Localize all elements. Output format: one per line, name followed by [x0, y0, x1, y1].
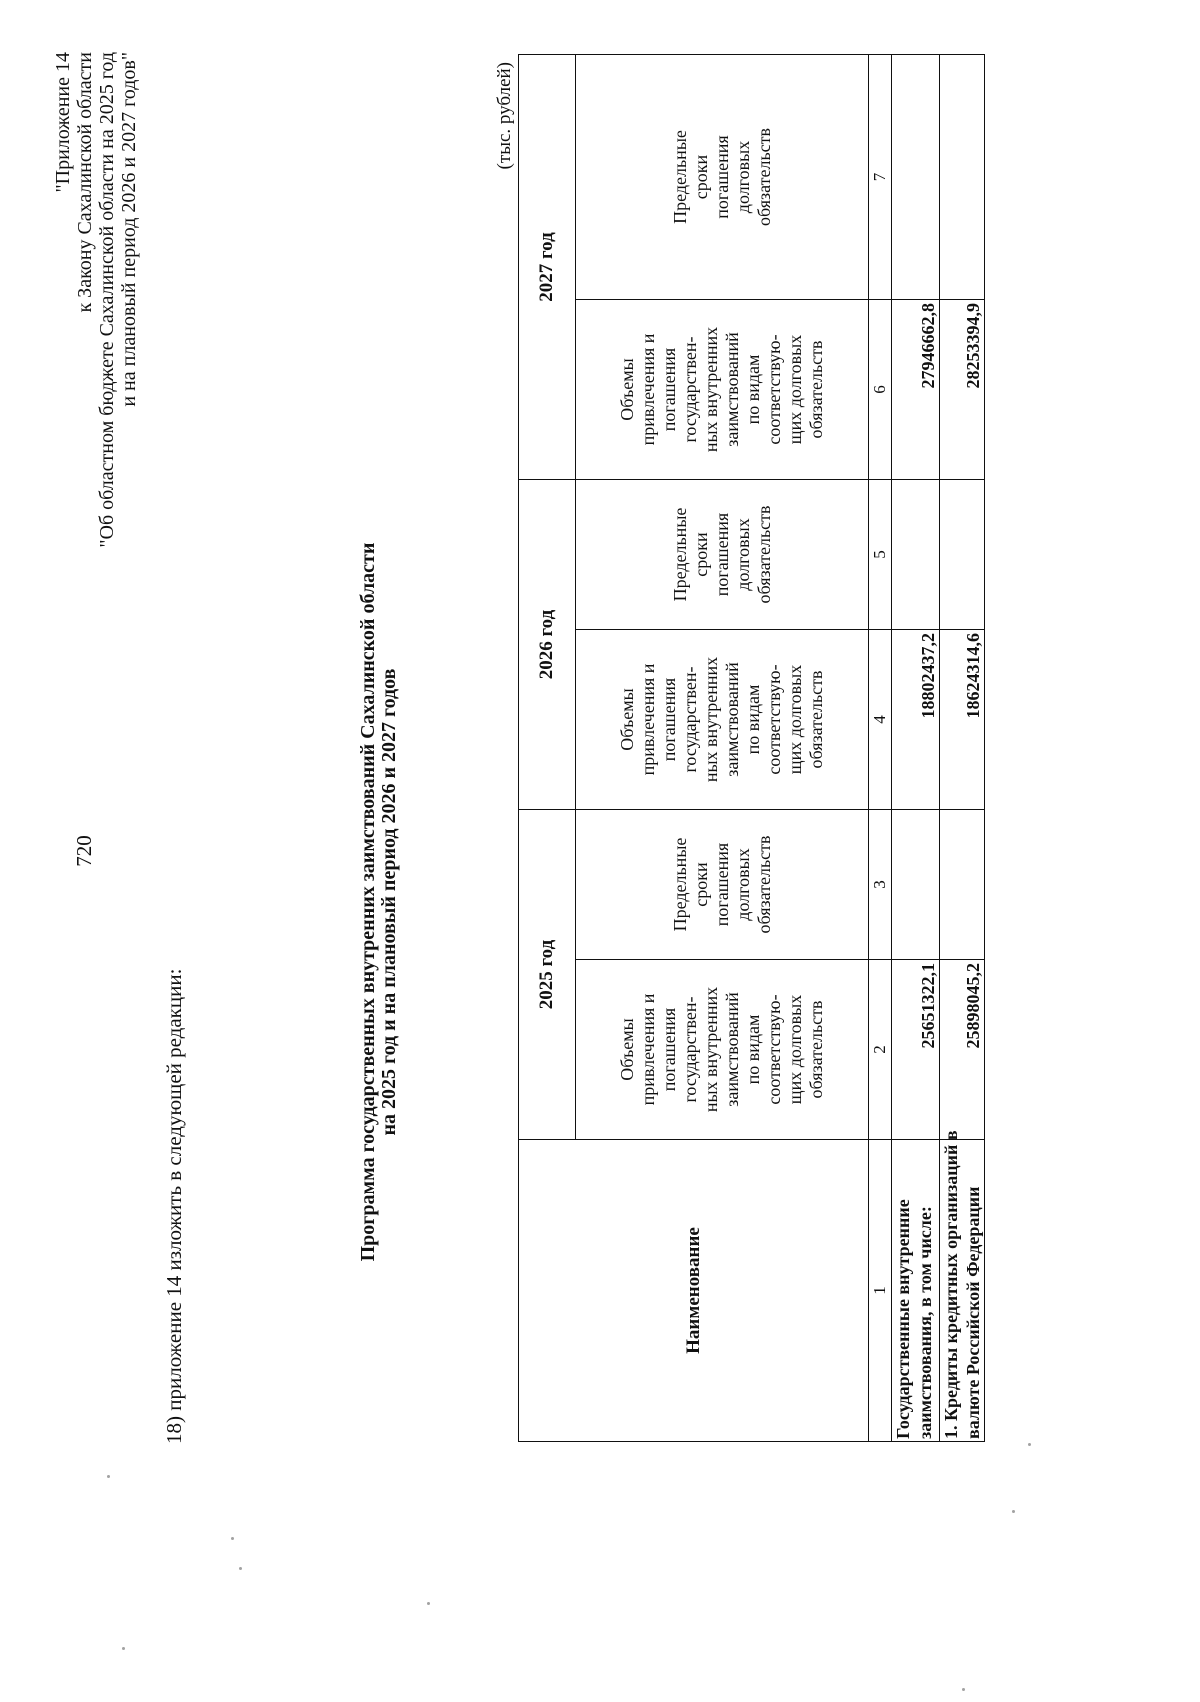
- column-number: 6: [869, 300, 892, 480]
- appendix-line: и на плановый период 2026 и 2027 годов": [118, 52, 140, 407]
- subheader-volumes-2027: Объемы привлечения и погашения государствен- ных внутренних заимствований по видам соответствую- щих долговых обязательств: [576, 300, 869, 480]
- term-2025: [940, 810, 985, 960]
- subheader-terms-2026: Предельные сроки погашения долговых обязательств: [576, 480, 869, 630]
- value-2026: 18802437,2: [892, 630, 940, 810]
- units-note: (тыс. рублей): [494, 62, 515, 170]
- appendix-line: "Об областном бюджете Сахалинской области на 2025 год: [96, 52, 118, 548]
- subheader-volumes-2026: Объемы привлечения и погашения государствен- ных внутренних заимствований по видам соответствую- щих долговых обязательств: [576, 630, 869, 810]
- program-title-line: на 2025 год и на плановый период 2026 и 2027 годов: [378, 668, 400, 1136]
- subheader-volumes-2025: Объемы привлечения и погашения государствен- ных внутренних заимствований по видам соответствую- щих долговых обязательств: [576, 960, 869, 1140]
- header-row-years: [519, 55, 576, 1442]
- term-2027: [940, 55, 985, 300]
- program-title: [358, 402, 400, 1402]
- column-number: 4: [869, 630, 892, 810]
- appendix-line: к Закону Сахалинской области: [74, 52, 96, 313]
- term-2027: [892, 55, 940, 300]
- appendix-reference: [52, 52, 140, 548]
- page-number: 720: [72, 835, 96, 867]
- value-2025: 25898045,2: [940, 960, 985, 1140]
- column-header-year-2025: 2025 год: [519, 810, 576, 1140]
- term-2026: [892, 480, 940, 630]
- table-row: [892, 55, 940, 1442]
- term-2025: [892, 810, 940, 960]
- column-header-year-2027: 2027 год: [519, 55, 576, 480]
- row-name: 1. Кредиты кредитных организаций в валюте Российской Федерации: [940, 1140, 985, 1442]
- intro-line: 18) приложение 14 изложить в следующей редакции:: [162, 968, 186, 1444]
- value-2025: 25651322,1: [892, 960, 940, 1140]
- value-2027: 27946662,8: [892, 300, 940, 480]
- appendix-line: "Приложение 14: [52, 52, 74, 193]
- value-2026: 18624314,6: [940, 630, 985, 810]
- column-header-name: Наименование: [519, 1140, 869, 1442]
- program-title-line: Программа государственных внутренних заимствований Сахалинской области: [357, 542, 379, 1262]
- column-header-year-2026: 2026 год: [519, 480, 576, 810]
- table-row: [940, 55, 985, 1442]
- column-number: 5: [869, 480, 892, 630]
- column-number: 1: [869, 1140, 892, 1442]
- value-2027: 28253394,9: [940, 300, 985, 480]
- subheader-terms-2025: Предельные сроки погашения долговых обязательств: [576, 810, 869, 960]
- column-number: 2: [869, 960, 892, 1140]
- borrowing-program-table: [518, 54, 985, 1442]
- subheader-terms-2027: Предельные сроки погашения долговых обязательств: [576, 55, 869, 300]
- column-number: 3: [869, 810, 892, 960]
- row-name: Государственные внутренние заимствования, в том числе:: [892, 1140, 940, 1442]
- term-2026: [940, 480, 985, 630]
- header-row-column-numbers: [869, 55, 892, 1442]
- column-number: 7: [869, 55, 892, 300]
